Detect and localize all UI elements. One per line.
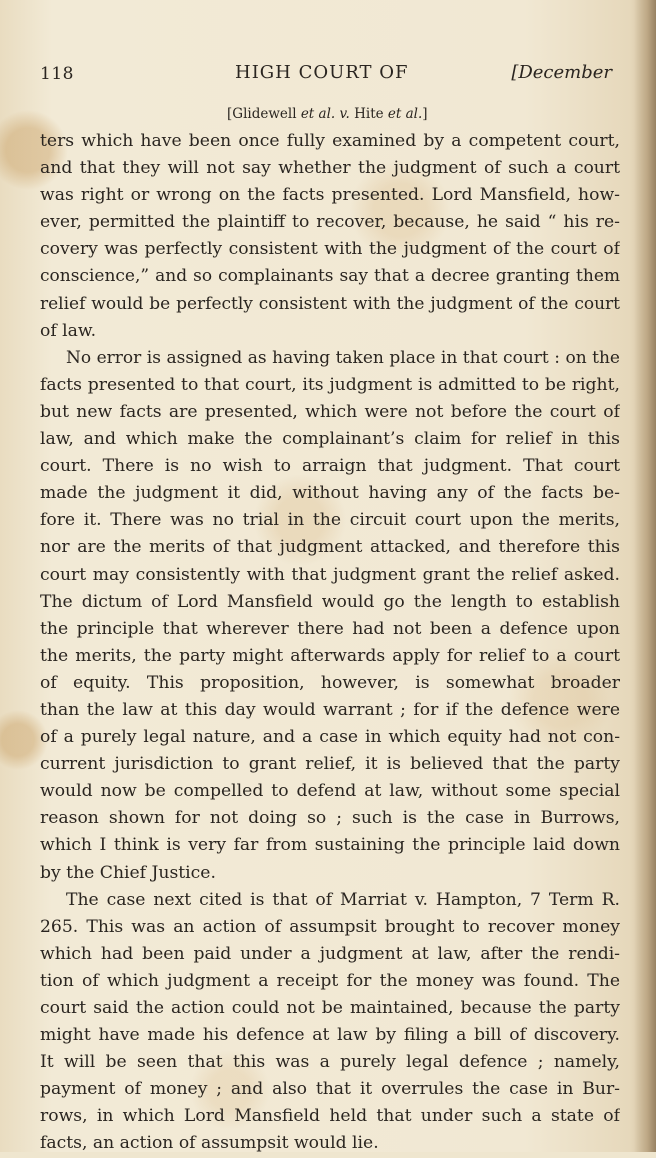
- case-caption: [227, 106, 428, 122]
- running-title: HIGH COURT OF: [235, 62, 409, 83]
- text-line: reason shown for not doing so ; such is the case in Burrows,: [40, 808, 620, 829]
- text-line: nor are the merits of that judgment attacked, and therefore this: [40, 537, 620, 558]
- page-number: 118: [40, 64, 74, 84]
- text-line: made the judgment it did, without having any of the facts be-: [40, 483, 620, 504]
- text-line: which had been paid under a judgment at law, after the rendi-: [40, 943, 620, 964]
- text-line: and that they will not say whether the judgment of such a court: [40, 158, 620, 179]
- text-line: by the Chief Justice.: [40, 862, 216, 883]
- text-line: the merits, the party might afterwards apply for relief to a court: [40, 645, 620, 666]
- caption-et-al-2: et al.: [387, 106, 423, 122]
- text-line: tion of which judgment a receipt for the money was found. The: [40, 970, 620, 991]
- text-line: than the law at this day would warrant ; for if the defence were: [40, 699, 620, 720]
- page-gutter-shadow: [634, 0, 656, 1152]
- text-line: 265. This was an action of assumpsit brought to recover money: [40, 916, 620, 937]
- text-line: court. There is no wish to arraign that judgment. That court: [40, 456, 620, 477]
- text-line: covery was perfectly consistent with the judgment of the court of: [40, 239, 620, 260]
- paragraph-start-line: The case next cited is that of Marriat v. Hampton, 7 Term R.: [66, 889, 620, 910]
- text-line: relief would be perfectly consistent with the judgment of the court: [40, 293, 620, 314]
- text-line: It will be seen that this was a purely legal defence ; namely,: [40, 1052, 620, 1073]
- caption-versus: v.: [339, 106, 350, 122]
- text-line: conscience,” and so complainants say that a decree granting them: [40, 266, 620, 287]
- text-line: which I think is very far from sustaining the principle laid down: [40, 835, 620, 856]
- text-line: the principle that wherever there had not been a defence upon: [40, 618, 620, 639]
- text-line: The dictum of Lord Mansfield would go the length to establish: [40, 591, 620, 612]
- text-line: law, and which make the complainant’s claim for relief in this: [40, 429, 620, 450]
- body-text: [40, 128, 620, 1158]
- text-line: current jurisdiction to grant relief, it is believed that the party: [40, 754, 620, 775]
- text-line: fore it. There was no trial in the circuit court upon the merits,: [40, 510, 620, 531]
- text-line: would now be compelled to defend at law, without some special: [40, 781, 620, 802]
- paragraph-start-line: No error is assigned as having taken place in that court : on the: [66, 347, 620, 368]
- text-line: ever, permitted the plaintiff to recover, because, he said “ his re-: [40, 212, 620, 233]
- text-line: was right or wrong on the facts presented. Lord Mansfield, how-: [40, 185, 620, 206]
- text-line: rows, in which Lord Mansfield held that under such a state of: [40, 1106, 620, 1127]
- text-line: but new facts are presented, which were not before the court of: [40, 401, 620, 422]
- text-line: ters which have been once fully examined by a competent court,: [40, 131, 620, 151]
- text-line: of law.: [40, 320, 97, 341]
- running-header: [40, 62, 612, 88]
- caption-open-bracket: [: [227, 106, 233, 122]
- text-line: payment of money ; and also that it overrules the case in Bur-: [40, 1079, 620, 1100]
- text-line: of equity. This proposition, however, is somewhat broader: [40, 672, 620, 693]
- caption-party-2: Hite: [354, 106, 384, 122]
- text-line: court said the action could not be maintained, because the party: [40, 998, 620, 1018]
- text-line: facts presented to that court, its judgment is admitted to be right,: [40, 374, 620, 395]
- text-line: of a purely legal nature, and a case in which equity had not con-: [40, 727, 620, 748]
- running-month: [December: [511, 62, 612, 83]
- caption-close-bracket: ]: [422, 106, 428, 122]
- text-line: court may consistently with that judgment grant the relief asked.: [40, 564, 620, 585]
- caption-party-1: Glidewell: [232, 106, 297, 122]
- text-line: might have made his defence at law by filing a bill of discovery.: [40, 1025, 620, 1046]
- caption-et-al-1: et al.: [300, 106, 336, 122]
- text-line: facts, an action of assumpsit would lie.: [40, 1133, 379, 1154]
